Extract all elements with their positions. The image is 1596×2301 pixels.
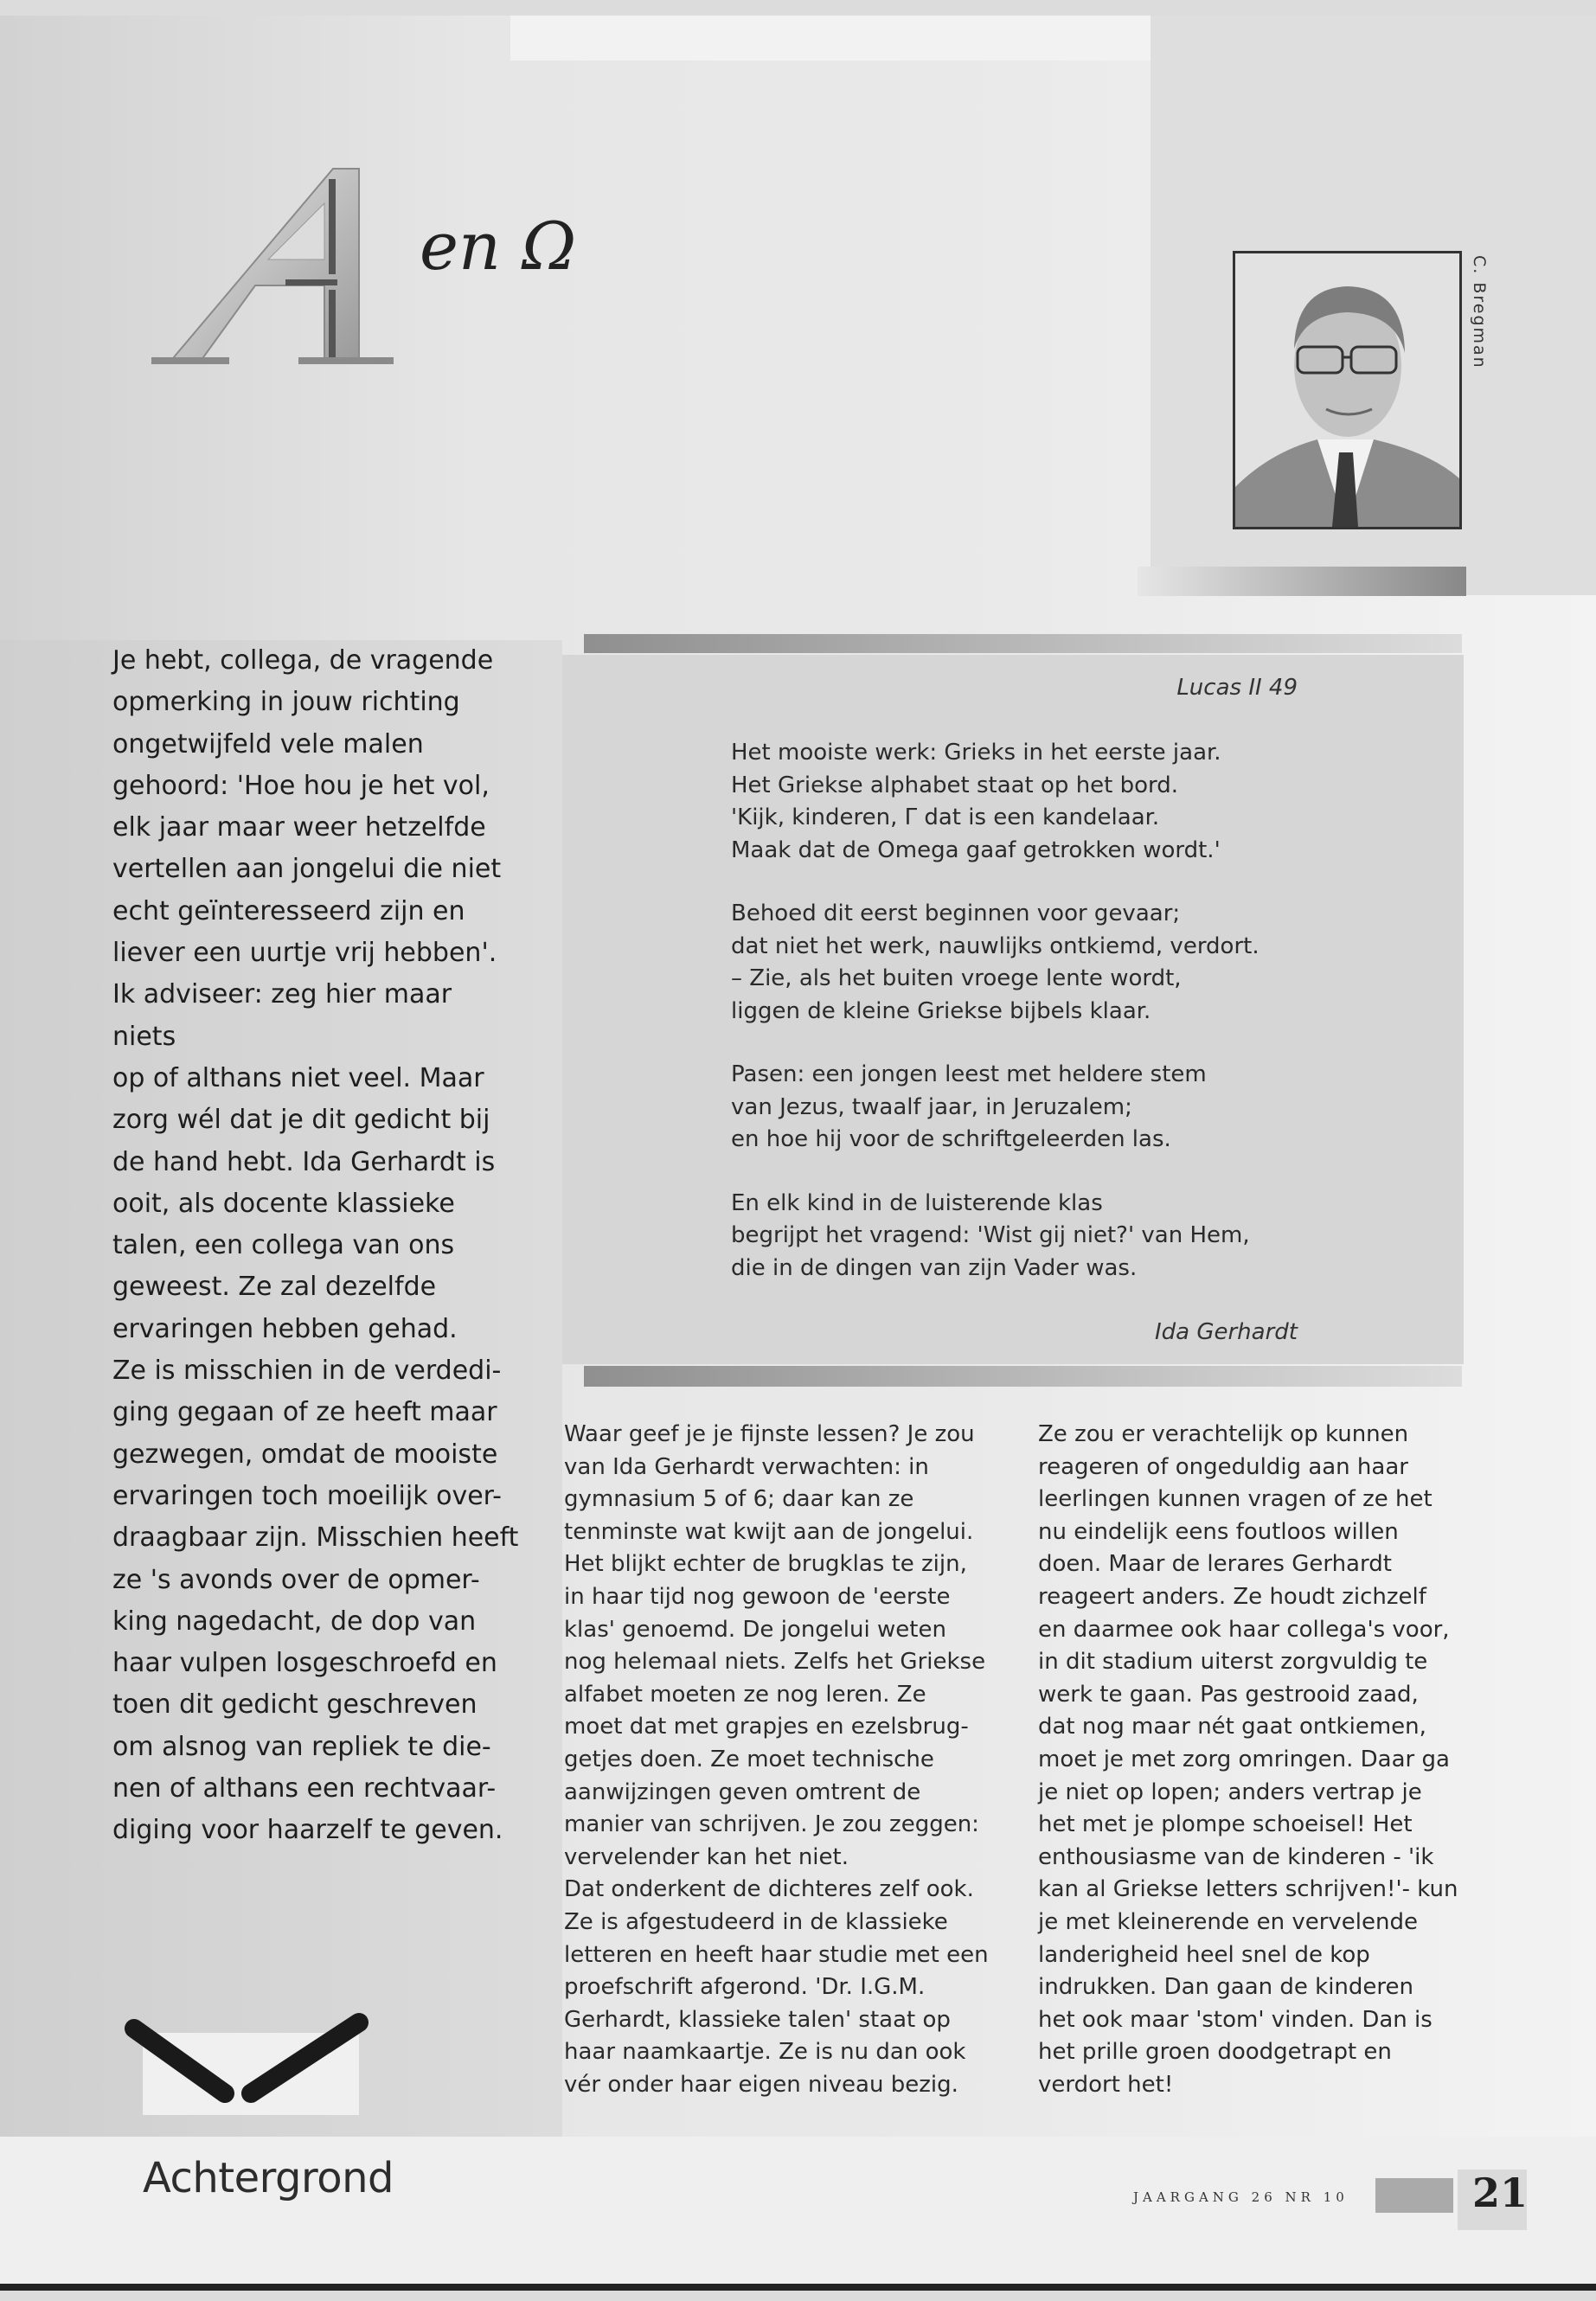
intro-line: king nagedacht, de dop van bbox=[112, 1606, 477, 1637]
article-line: gymnasium 5 of 6; daar kan ze bbox=[564, 1486, 914, 1513]
article-line: reageert anders. Ze houdt zichzelf bbox=[1038, 1583, 1426, 1610]
intro-line: draagbaar zijn. Misschien heeft bbox=[112, 1522, 519, 1554]
poem-line: 'Kijk, kinderen, Γ dat is een kandelaar. bbox=[731, 804, 1160, 830]
article-line: doen. Maar de lerares Gerhardt bbox=[1038, 1551, 1392, 1578]
intro-line: ooit, als docente klassieke bbox=[112, 1188, 455, 1219]
article-line: leerlingen kunnen vragen of ze het bbox=[1038, 1486, 1433, 1513]
intro-line: geweest. Ze zal dezelfde bbox=[112, 1272, 437, 1303]
intro-line: ze 's avonds over de opmer- bbox=[112, 1564, 480, 1595]
article-line: tenminste wat kwijt aan de jongelui. bbox=[564, 1518, 974, 1545]
poem-line: Het mooiste werk: Grieks in het eerste jaar. bbox=[731, 740, 1221, 766]
intro-line: elk jaar maar weer hetzelfde bbox=[112, 812, 486, 843]
intro-line: ervaringen toch moeilijk over- bbox=[112, 1480, 502, 1511]
article-line: moet dat met grapjes en ezelsbrug- bbox=[564, 1714, 969, 1740]
intro-line: Je hebt, collega, de vragende bbox=[112, 645, 494, 676]
article-line: het prille groen doodgetrapt en bbox=[1038, 2039, 1392, 2066]
article-line: vér onder haar eigen niveau bezig. bbox=[564, 2071, 958, 2098]
poem-top-bar bbox=[584, 634, 1462, 653]
article-line: moet je met zorg omringen. Daar ga bbox=[1038, 1746, 1450, 1772]
article-line: aanwijzingen geven omtrent de bbox=[564, 1779, 921, 1805]
poem-line: en hoe hij voor de schriftgeleerden las. bbox=[731, 1126, 1171, 1152]
article-line: het ook maar 'stom' vinden. Dan is bbox=[1038, 2006, 1433, 2033]
poem-line: liggen de kleine Griekse bijbels klaar. bbox=[731, 997, 1151, 1024]
section-label: Achtergrond bbox=[143, 2154, 394, 2202]
article-line: werk te gaan. Pas gestrooid zaad, bbox=[1038, 1681, 1419, 1708]
article-line: klas' genoemd. De jongelui weten bbox=[564, 1616, 946, 1643]
photo-credit bbox=[1465, 255, 1499, 445]
article-line: haar naamkaartje. Ze is nu dan ook bbox=[564, 2039, 966, 2066]
intro-line: Ze is misschien in de verdedi- bbox=[112, 1356, 502, 1387]
intro-line: opmerking in jouw richting bbox=[112, 687, 460, 718]
portrait-divider-bar bbox=[1138, 567, 1466, 596]
photo-credit-text: C. Bregman bbox=[1470, 255, 1489, 369]
article-line: alfabet moeten ze nog leren. Ze bbox=[564, 1681, 926, 1708]
article-line: van Ida Gerhardt verwachten: in bbox=[564, 1453, 929, 1480]
poem-line: begrijpt het vragend: 'Wist gij niet?' van Hem, bbox=[731, 1222, 1250, 1248]
article-line: Gerhardt, klassieke talen' staat op bbox=[564, 2006, 951, 2033]
intro-line: ging gegaan of ze heeft maar bbox=[112, 1397, 497, 1428]
poem-body bbox=[731, 737, 1336, 1316]
intro-line: nen of althans een rechtvaar- bbox=[112, 1773, 497, 1804]
poem-line: Maak dat de Omega gaaf getrokken wordt.' bbox=[731, 836, 1221, 863]
top-strip bbox=[510, 16, 1194, 61]
poem-line: Het Griekse alphabet staat op het bord. bbox=[731, 772, 1179, 798]
intro-line: liever een uurtje vrij hebben'. bbox=[112, 938, 497, 969]
intro-line: haar vulpen losgeschroefd en bbox=[112, 1648, 497, 1679]
article-line: in haar tijd nog gewoon de 'eerste bbox=[564, 1583, 951, 1610]
article-line: dat nog maar nét gaat ontkiemen, bbox=[1038, 1714, 1426, 1740]
poem-line: Behoed dit eerst beginnen voor gevaar; bbox=[731, 901, 1181, 926]
poem-stanza bbox=[731, 1188, 1336, 1285]
intro-line: op of althans niet veel. Maar bbox=[112, 1062, 484, 1093]
bottom-border-line bbox=[0, 2284, 1596, 2291]
intro-line: talen, een collega van ons bbox=[112, 1230, 455, 1261]
poem-stanza bbox=[731, 1059, 1336, 1157]
intro-line: zorg wél dat je dit gedicht bij bbox=[112, 1105, 490, 1136]
intro-line: ongetwijfeld vele malen bbox=[112, 728, 424, 760]
article-line: enthousiasme van de kinderen - 'ik bbox=[1038, 1843, 1434, 1870]
article-line: je niet op lopen; anders vertrap je bbox=[1038, 1779, 1422, 1805]
article-line: getjes doen. Ze moet technische bbox=[564, 1746, 934, 1772]
poem-bible-reference: Lucas II 49 bbox=[1176, 675, 1298, 701]
intro-line: de hand hebt. Ida Gerhardt is bbox=[112, 1146, 496, 1177]
intro-line: gehoord: 'Hoe hou je het vol, bbox=[112, 770, 490, 801]
intro-line: om alsnog van repliek te die- bbox=[112, 1731, 491, 1762]
poem-bottom-bar bbox=[584, 1366, 1462, 1387]
poem-author: Ida Gerhardt bbox=[1154, 1319, 1298, 1345]
intro-line: ervaringen hebben gehad. bbox=[112, 1313, 458, 1344]
author-portrait-photo bbox=[1233, 251, 1462, 529]
poem-line: – Zie, als het buiten vroege lente wordt, bbox=[731, 965, 1182, 991]
article-line: Waar geef je je fijnste lessen? Je zou bbox=[564, 1421, 975, 1447]
footer-issue-info: JAARGANG 26 NR 10 bbox=[1133, 2189, 1349, 2205]
article-column-right bbox=[1038, 1419, 1488, 2101]
article-line: vervelender kan het niet. bbox=[564, 1843, 849, 1870]
poem-line: En elk kind in de luisterende klas bbox=[731, 1189, 1103, 1216]
article-line: Dat onderkent de dichteres zelf ook. bbox=[564, 1876, 974, 1903]
title-initial-a bbox=[151, 143, 402, 385]
poem-line: die in de dingen van zijn Vader was. bbox=[731, 1254, 1138, 1281]
intro-column bbox=[112, 640, 519, 1852]
article-line: nu eindelijk eens foutloos willen bbox=[1038, 1518, 1399, 1545]
article-line: het met je plompe schoeisel! Het bbox=[1038, 1811, 1413, 1838]
article-line: letteren en heeft haar studie met een bbox=[564, 1941, 989, 1968]
article-line: Ze is afgestudeerd in de klassieke bbox=[564, 1908, 948, 1935]
poem-line: van Jezus, twaalf jaar, in Jeruzalem; bbox=[731, 1093, 1132, 1120]
page-number: 21 bbox=[1472, 2170, 1529, 2216]
article-line: manier van schrijven. Je zou zeggen: bbox=[564, 1811, 979, 1838]
article-line: je met kleinerende en vervelende bbox=[1038, 1908, 1418, 1935]
article-column-middle bbox=[564, 1419, 1014, 2101]
article-line: Het blijkt echter de brugklas te zijn, bbox=[564, 1551, 967, 1578]
article-line: nog helemaal niets. Zelfs het Griekse bbox=[564, 1649, 986, 1676]
article-line: indrukken. Dan gaan de kinderen bbox=[1038, 1974, 1413, 2001]
article-line: reageren of ongeduldig aan haar bbox=[1038, 1453, 1408, 1480]
poem-stanza bbox=[731, 737, 1336, 867]
poem-line: dat niet het werk, nauwlijks ontkiemd, verdort. bbox=[731, 933, 1259, 959]
page-title: en Ω bbox=[420, 208, 577, 285]
intro-line: gezwegen, omdat de mooiste bbox=[112, 1439, 498, 1470]
article-line: proefschrift afgerond. 'Dr. I.G.M. bbox=[564, 1974, 926, 2001]
footer-drs-logo bbox=[1375, 2178, 1453, 2213]
intro-line: Ik adviseer: zeg hier maar niets bbox=[112, 979, 452, 1052]
poem-line: Pasen: een jongen leest met heldere stem bbox=[731, 1061, 1207, 1087]
poem-stanza bbox=[731, 898, 1336, 1028]
article-line: kan al Griekse letters schrijven!'- kun bbox=[1038, 1876, 1458, 1903]
intro-line: toen dit gedicht geschreven bbox=[112, 1689, 478, 1721]
article-line: en daarmee ook haar collega's voor, bbox=[1038, 1616, 1450, 1643]
article-line: landerigheid heel snel de kop bbox=[1038, 1941, 1370, 1968]
article-line: verdort het! bbox=[1038, 2071, 1174, 2098]
intro-line: vertellen aan jongelui die niet bbox=[112, 854, 502, 885]
intro-line: diging voor haarzelf te geven. bbox=[112, 1815, 503, 1846]
intro-line: echt geïnteresseerd zijn en bbox=[112, 895, 465, 926]
article-line: Ze zou er verachtelijk op kunnen bbox=[1038, 1421, 1409, 1447]
article-line: in dit stadium uiterst zorgvuldig te bbox=[1038, 1649, 1428, 1676]
drs-logo bbox=[121, 1998, 381, 2119]
